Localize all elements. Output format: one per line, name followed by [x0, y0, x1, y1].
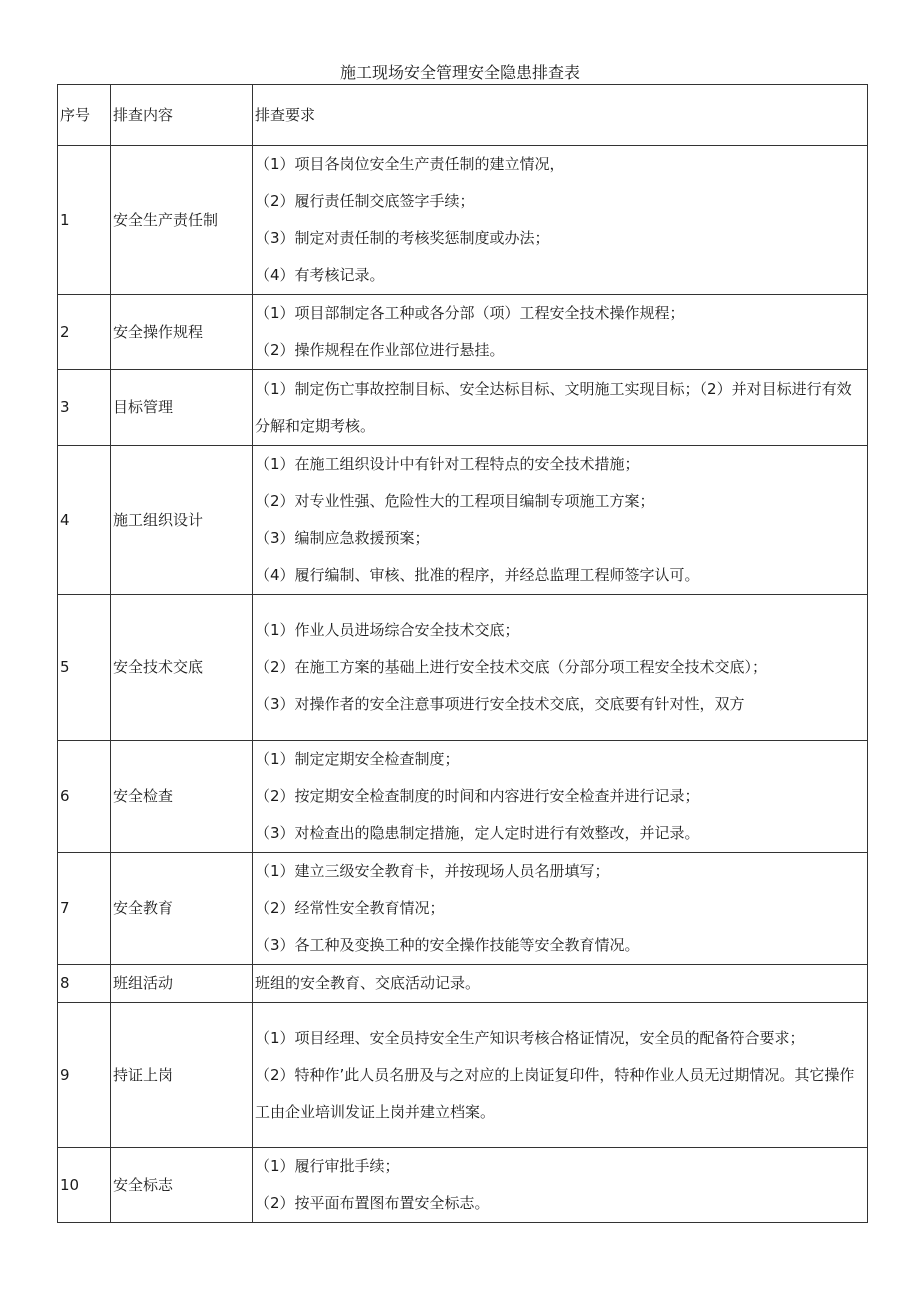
row-no: 1	[58, 146, 111, 295]
row-no: 3	[58, 370, 111, 446]
row-no: 9	[58, 1003, 111, 1148]
requirement-line: （1）在施工组织设计中有针对工程特点的安全技术措施；	[255, 455, 640, 473]
row-requirements	[253, 1003, 868, 1148]
row-requirements	[253, 595, 868, 741]
table-row	[58, 741, 868, 853]
row-item: 安全技术交底	[111, 595, 253, 741]
row-requirements	[253, 146, 868, 295]
row-item: 持证上岗	[111, 1003, 253, 1148]
row-item: 安全检查	[111, 741, 253, 853]
table-row	[58, 370, 868, 446]
row-item: 施工组织设计	[111, 446, 253, 595]
requirement-line: （4）有考核记录。	[255, 266, 385, 284]
table-row	[58, 965, 868, 1003]
row-requirements	[253, 1148, 868, 1223]
requirement-line: （3）对操作者的安全注意事项进行安全技术交底，交底要有针对性，双方	[255, 695, 745, 713]
row-item: 安全教育	[111, 853, 253, 965]
row-no: 4	[58, 446, 111, 595]
requirement-line: （3）各工种及变换工种的安全操作技能等安全教育情况。	[255, 936, 640, 954]
row-requirements	[253, 741, 868, 853]
row-item: 安全操作规程	[111, 295, 253, 370]
table-row	[58, 1003, 868, 1148]
requirement-line: （1）制定伤亡事故控制目标、安全达标目标、文明施工实现目标；（2）并对目标进行有效分解和定期考核。	[255, 379, 852, 435]
row-requirements	[253, 965, 868, 1003]
row-requirements	[253, 446, 868, 595]
requirement-line: （3）编制应急救援预案；	[255, 529, 430, 547]
row-item: 安全标志	[111, 1148, 253, 1223]
table-row	[58, 1148, 868, 1223]
table-row	[58, 853, 868, 965]
requirement-line: （2）特种作’此人员名册及与之对应的上岗证复印件，特种作业人员无过期情况。其它操作工由企业培训发证上岗并建立档案。	[255, 1065, 855, 1121]
row-no: 2	[58, 295, 111, 370]
requirement-line: （1）项目各岗位安全生产责任制的建立情况，	[255, 155, 565, 173]
row-item: 班组活动	[111, 965, 253, 1003]
requirement-line: （1）制定定期安全检查制度；	[255, 750, 460, 768]
requirement-line: （2）按定期安全检查制度的时间和内容进行安全检查并进行记录；	[255, 787, 700, 805]
requirement-lines-clipped	[255, 612, 861, 723]
requirement-line: 班组的安全教育、交底活动记录。	[255, 974, 481, 992]
row-no: 10	[58, 1148, 111, 1223]
row-no: 7	[58, 853, 111, 965]
requirement-line: （2）操作规程在作业部位进行悬挂。	[255, 341, 505, 359]
row-no: 5	[58, 595, 111, 741]
table-row	[58, 595, 868, 741]
requirement-line: （1）项目经理、安全员持安全生产知识考核合格证情况，安全员的配备符合要求；	[255, 1028, 805, 1047]
row-requirements	[253, 853, 868, 965]
requirement-line: （1）履行审批手续；	[255, 1157, 400, 1175]
header-requirement: 排查要求	[253, 85, 868, 146]
header-row	[58, 85, 868, 146]
row-requirements	[253, 370, 868, 446]
requirement-line: （1）作业人员进场综合安全技术交底；	[255, 621, 520, 639]
table-row	[58, 295, 868, 370]
row-no: 6	[58, 741, 111, 853]
requirement-line: （1）项目部制定各工种或各分部（项）工程安全技术操作规程；	[255, 304, 685, 322]
header-no: 序号	[58, 85, 111, 146]
requirement-line: （2）按平面布置图布置安全标志。	[255, 1194, 490, 1212]
requirement-line: （2）在施工方案的基础上进行安全技术交底（分部分项工程安全技术交底）；	[255, 658, 768, 676]
requirement-line: （3）对检查出的隐患制定措施，定人定时进行有效整改，并记录。	[255, 824, 700, 842]
requirement-line: （1）建立三级安全教育卡，并按现场人员名册填写；	[255, 862, 610, 880]
page-title: 施工现场安全管理安全隐患排查表	[339, 63, 580, 82]
table-row	[58, 446, 868, 595]
header-content: 排查内容	[111, 85, 253, 146]
row-item: 安全生产责任制	[111, 146, 253, 295]
hazard-inspection-table	[57, 84, 868, 1223]
table-row	[58, 146, 868, 295]
requirement-line: （2）对专业性强、危险性大的工程项目编制专项施工方案；	[255, 492, 655, 510]
requirement-line: （3）制定对责任制的考核奖惩制度或办法；	[255, 229, 550, 247]
requirement-line: （4）履行编制、审核、批准的程序，并经总监理工程师签字认可。	[255, 566, 700, 584]
row-no: 8	[58, 965, 111, 1003]
row-item: 目标管理	[111, 370, 253, 446]
requirement-line: （2）经常性安全教育情况；	[255, 899, 445, 917]
requirement-line: （2）履行责任制交底签字手续；	[255, 192, 475, 210]
row-requirements	[253, 295, 868, 370]
